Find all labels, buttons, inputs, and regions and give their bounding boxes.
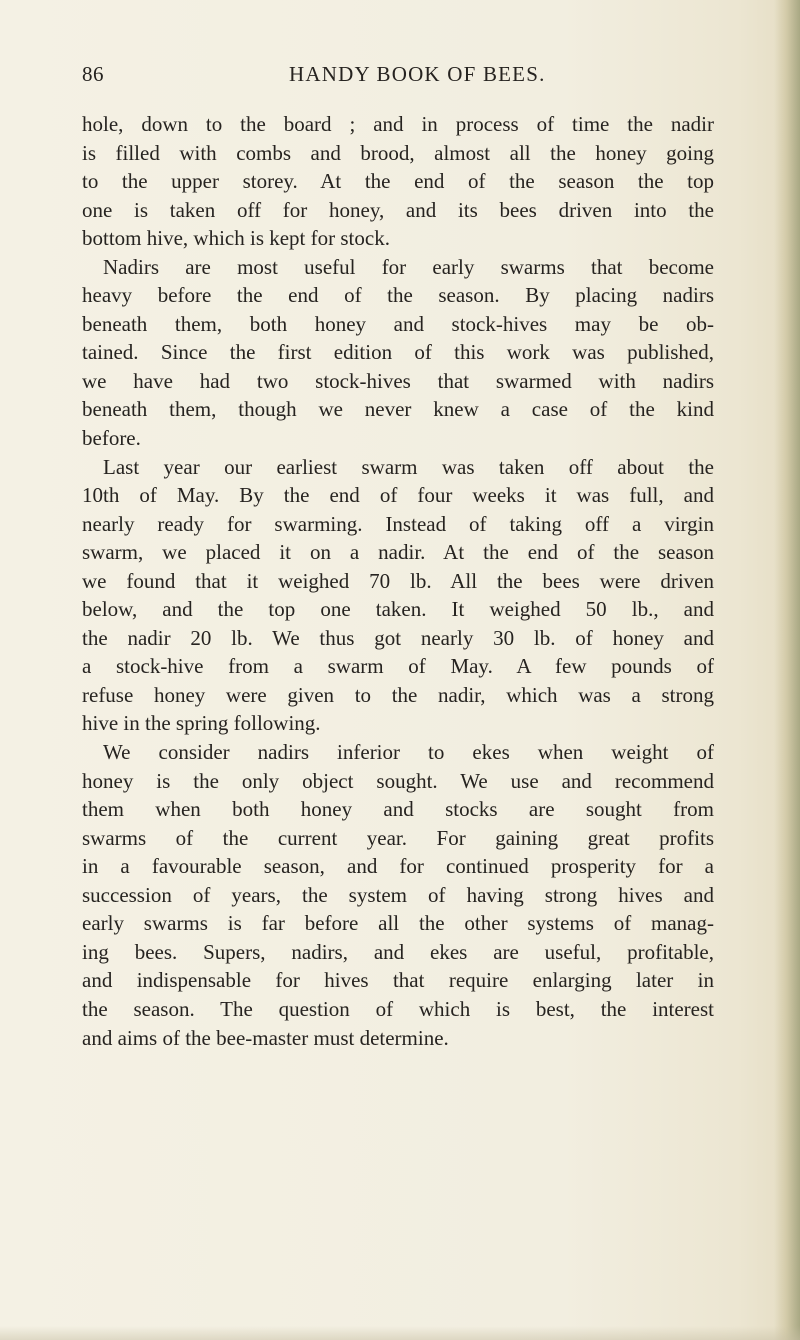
text-line: succession of years, the system of having strong hives and [82,882,714,907]
text-line: refuse honey were given to the nadir, which was a strong [82,682,714,707]
text-line: is filled with combs and brood, almost all the honey going [82,140,714,165]
page-bottom-edge [0,1326,800,1340]
text-line: 10th of May. By the end of four weeks it was full, and [82,483,714,508]
text-line: nearly ready for swarming. Instead of taking off a virgin [82,511,714,536]
text-line: them when both honey and stocks are sought from [82,797,714,822]
text-line: the season. The question of which is best, the interest [82,996,714,1021]
text-line: swarms of the current year. For gaining great profits [82,825,714,850]
running-title: HANDY BOOK OF BEES. [289,62,546,86]
body-text [82,110,714,1052]
text-line: Last year our earliest swarm was taken off about the [103,454,714,479]
text-line: early swarms is far before all the other systems of manag- [82,911,714,936]
text-line: we have had two stock-hives that swarmed with nadirs [82,368,714,393]
text-line: Nadirs are most useful for early swarms that become [103,254,714,279]
text-line: hive in the spring following. [82,711,321,736]
text-line: a stock-hive from a swarm of May. A few pounds of [82,654,714,679]
text-line: the nadir 20 lb. We thus got nearly 30 lb. of honey and [82,625,714,650]
text-line: hole, down to the board ; and in process of time the nadir [82,112,714,136]
text-line: We consider nadirs inferior to ekes when weight of [103,740,714,765]
text-line: heavy before the end of the season. By placing nadirs [82,283,714,308]
text-line: ing bees. Supers, nadirs, and ekes are useful, profitable, [82,939,714,964]
text-line: we found that it weighed 70 lb. All the bees were driven [82,568,714,593]
text-line: beneath them, though we never knew a case of the kind [82,397,714,422]
page-number: 86 [82,62,104,86]
text-line: honey is the only object sought. We use and recommend [82,768,714,793]
text-line: in a favourable season, and for continued prosperity for a [82,854,714,879]
text-line: and indispensable for hives that require enlarging later in [82,968,714,993]
text-line: bottom hive, which is kept for stock. [82,226,390,251]
text-line: one is taken off for honey, and its bees driven into the [82,197,714,222]
text-line: swarm, we placed it on a nadir. At the end of the season [82,540,714,565]
text-line: and aims of the bee-master must determine. [82,1025,449,1050]
page-edge-shadow [774,0,800,1340]
text-line: tained. Since the first edition of this work was published, [82,340,714,365]
text-line: below, and the top one taken. It weighed 50 lb., and [82,597,714,622]
running-head [82,62,722,92]
text-line: beneath them, both honey and stock-hives may be ob- [82,311,714,336]
text-line: to the upper storey. At the end of the season the top [82,169,714,194]
text-line: before. [82,426,141,451]
